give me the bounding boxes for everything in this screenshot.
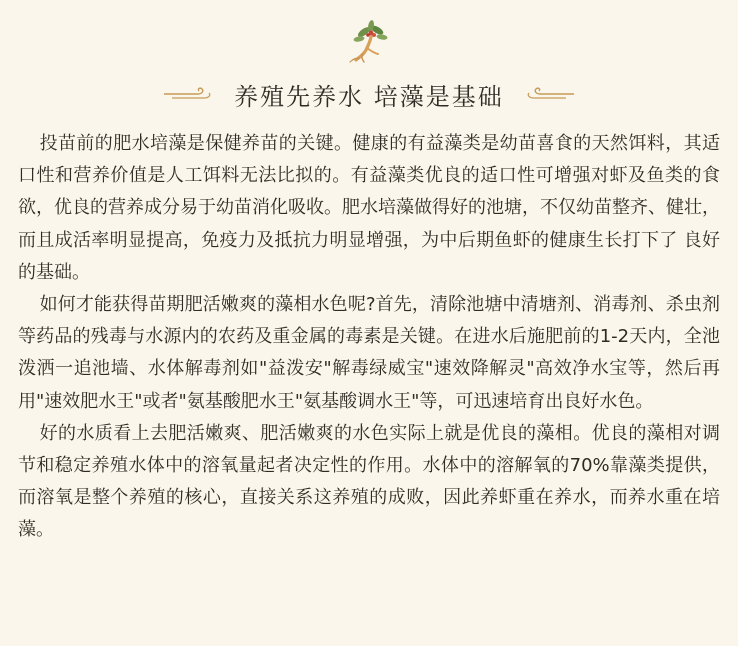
- article-body: [18, 128, 720, 547]
- title-row: [0, 78, 738, 110]
- article-header: [0, 20, 738, 115]
- paragraph: 好的水质看上去肥活嫩爽、肥活嫩爽的水色实际上就是优良的藻相。优良的藻相对调节和稳定养殖水体中的溶氧量起者决定性的作用。水体中的溶解氧的70%靠藻类提供，而溶氧是整个养殖的核心，直接关系这养殖的成败，因此养虾重在养水，而养水重在培藻。: [18, 422, 720, 541]
- paragraph: 投苗前的肥水培藻是保健养苗的关键。健康的有益藻类是幼苗喜食的天然饵料，其适口性和营养价值是人工饵料无法比拟的。有益藻类优良的适口性可增强对虾及鱼类的食欲，优良的营养成分易于幼苗消化吸收。肥水培藻做得好的池塘，不仅幼苗整齐、健壮，而且成活率明显提高，免疫力及抵抗力明显增强，为中后期鱼虾的健康生长打下了 良好的基础。: [18, 133, 720, 283]
- left-cloud-ornament-icon: [164, 84, 214, 104]
- right-cloud-ornament-icon: [524, 84, 574, 104]
- paragraph: 如何才能获得苗期肥活嫩爽的藻相水色呢?首先，清除池塘中清塘剂、消毒剂、杀虫剂等药品的残毒与水源内的农药及重金属的毒素是关键。在进水后施肥前的1-2天内，全池泼洒一追池墙、水体解毒剂如"益泼安"解毒绿威宝"速效降解灵"高效净水宝等，然后再用"速效肥水王"或者"氨基酸肥水王"氨基酸调水王"等，可迅速培育出良好水色。: [18, 294, 720, 412]
- page-title: 养殖先养水 培藻是基础: [234, 82, 504, 111]
- ginseng-sprig-icon: [344, 20, 396, 64]
